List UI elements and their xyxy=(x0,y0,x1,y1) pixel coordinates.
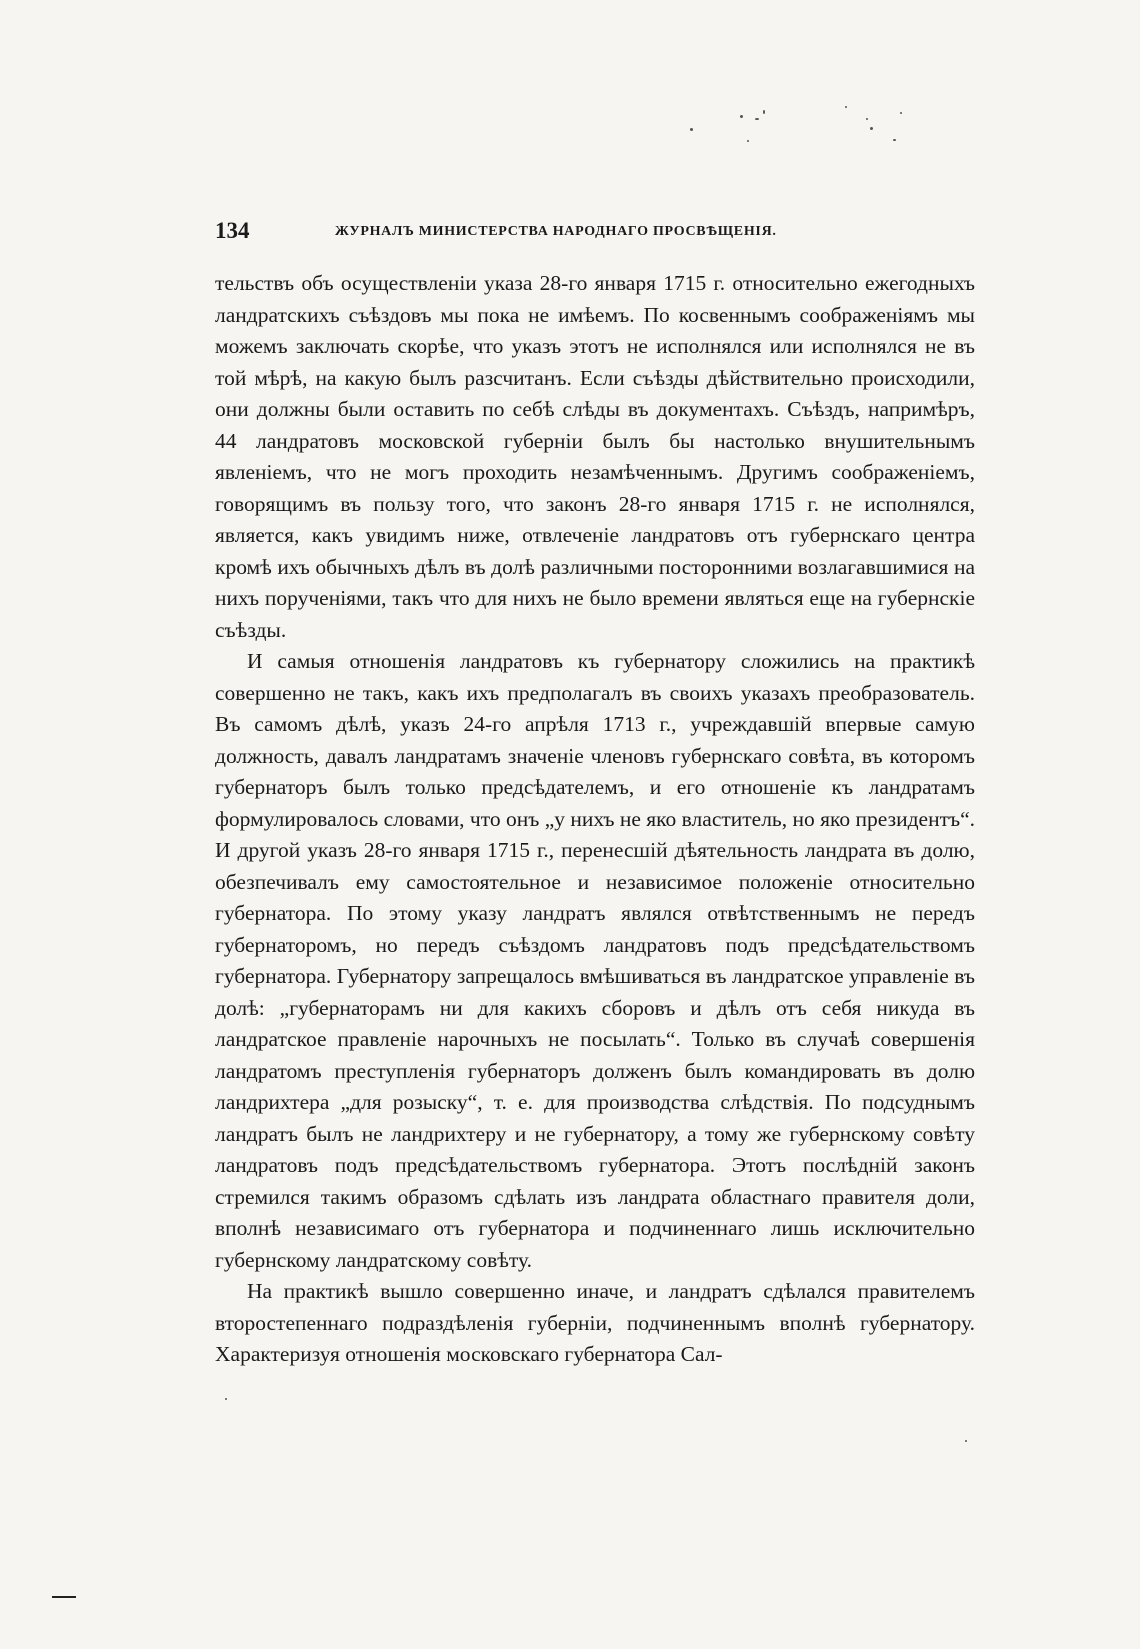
paragraph-3: На практикѣ вышло совершенно иначе, и ландратъ сдѣлался правителемъ второстепеннаго подраздѣленія губерніи, подчиненнымъ вполнѣ губернатору. Характеризуя отношенія московскаго губернатора Сал- xyxy=(215,1279,975,1366)
running-title: ЖУРНАЛЪ МИНИСТЕРСТВА НАРОДНАГО ПРОСВѢЩЕНІЯ. xyxy=(335,224,777,239)
scan-speck xyxy=(870,127,873,130)
margin-mark xyxy=(52,1596,76,1598)
scan-speck xyxy=(747,140,749,142)
scan-speck xyxy=(866,118,868,120)
scan-speck xyxy=(763,110,765,114)
scan-speck xyxy=(755,118,759,120)
scan-speck xyxy=(900,112,902,114)
page-number: 134 xyxy=(215,218,250,243)
body-text xyxy=(215,268,975,1371)
scan-speck xyxy=(893,139,896,141)
page-header xyxy=(215,218,975,248)
scan-speck xyxy=(965,1440,967,1442)
scan-speck xyxy=(690,128,693,131)
scan-speck xyxy=(740,115,743,118)
paragraph-1: тельствъ объ осуществленіи указа 28-го января 1715 г. относительно ежегодныхъ ландратскихъ съѣздовъ мы пока не имѣемъ. По косвеннымъ соображеніямъ мы можемъ заключать скорѣе, что указъ этотъ не исполнялся или исполнялся не въ той мѣрѣ, на какую былъ разсчитанъ. Если съѣзды дѣйствительно происходили, они должны были оставить по себѣ слѣды въ документахъ. Съѣздъ, напримѣръ, 44 ландратовъ московской губерніи былъ бы настолько внушительнымъ явленіемъ, что не могъ проходить незамѣченнымъ. Другимъ соображеніемъ, говорящимъ въ пользу того, что законъ 28-го января 1715 г. не исполнялся, является, какъ увидимъ ниже, отвлеченіе ландратовъ отъ губернскаго центра кромѣ ихъ обычныхъ дѣлъ въ долѣ различными посторонними возлагавшимися на нихъ порученіями, такъ что для нихъ не было времени являться еще на губернскіе съѣзды. xyxy=(215,271,975,642)
paragraph-2: И самыя отношенія ландратовъ къ губернатору сложились на практикѣ совершенно не такъ, какъ ихъ предполагалъ въ своихъ указахъ преобразователь. Въ самомъ дѣлѣ, указъ 24-го апрѣля 1713 г., учреждавшій впервые самую должность, давалъ ландратамъ значеніе членовъ губернскаго совѣта, въ которомъ губернаторъ былъ только предсѣдателемъ, и его отношеніе къ ландратамъ формулировалось словами, что онъ „у нихъ не яко властитель, но яко президентъ“. И другой указъ 28-го января 1715 г., перенесшій дѣятельность ландрата въ долю, обезпечивалъ ему самостоятельное и независимое положеніе относительно губернатора. По этому указу ландратъ являлся отвѣтственнымъ не передъ губернаторомъ, но передъ съѣздомъ ландратовъ подъ предсѣдательствомъ губернатора. Губернатору запрещалось вмѣшиваться въ ландратское управленіе въ долѣ: „губернаторамъ ни для какихъ сборовъ и дѣлъ отъ себя никуда въ ландратское правленіе нарочныхъ не посылать“. Только въ случаѣ совершенія ландратомъ преступленія губернаторъ долженъ былъ командировать въ долю ландрихтера „для розыску“, т. е. для производства слѣдствія. По подсуднымъ ландратъ былъ не ландрихтеру и не губернатору, а тому же губернскому совѣту ландратовъ подъ предсѣдательствомъ губернатора. Этотъ послѣдній законъ стремился такимъ образомъ сдѣлать изъ ландрата областнаго правителя доли, вполнѣ независимаго отъ губернатора и подчиненнаго лишь исключительно губернскому ландратскому совѣту. xyxy=(215,649,975,1272)
scan-speck xyxy=(845,106,847,108)
scan-speck xyxy=(225,1398,227,1400)
